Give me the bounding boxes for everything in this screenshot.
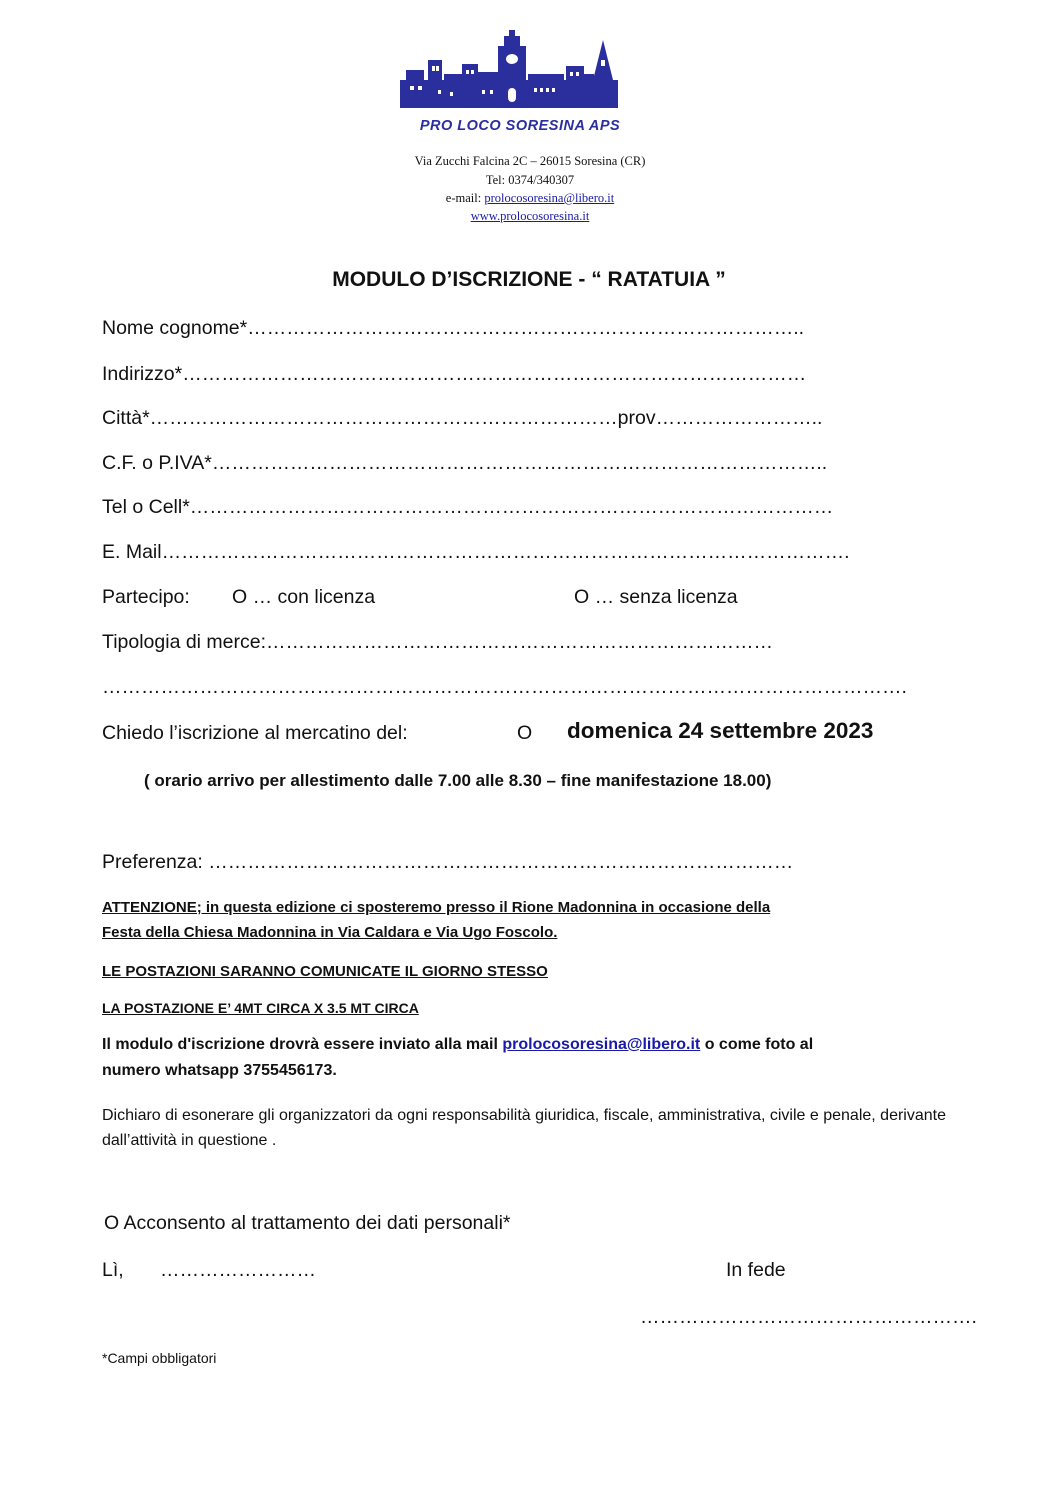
- field-tel-cell[interactable]: Tel o Cell*………………………………………………………………………………………: [102, 496, 834, 518]
- form-title: MODULO D’ISCRIZIONE - “ RATATUIA ”: [332, 268, 726, 291]
- partecipo-label: Partecipo:: [102, 586, 190, 608]
- pro-loco-logo: [398, 30, 620, 110]
- field-preferenza[interactable]: Preferenza: ………………………………………………………………………………: [102, 851, 794, 873]
- org-email-line: [360, 191, 700, 206]
- footnote: *Campi obbligatori: [102, 1350, 217, 1366]
- option-con-licenza[interactable]: O … con licenza: [232, 586, 376, 608]
- iscrizione-label: Chiedo l’iscrizione al mercatino del:: [102, 722, 408, 744]
- field-tipologia-line2[interactable]: …………………………………………………………………………………………………………….: [102, 676, 907, 698]
- invio-line-1: [102, 1036, 813, 1054]
- org-name: PRO LOCO SORESINA APS: [419, 118, 621, 134]
- invio-text-a: Il modulo d'iscrizione drovrà essere inviato alla mail: [102, 1036, 503, 1053]
- org-website-link[interactable]: www.prolocosoresina.it: [470, 209, 590, 223]
- in-fede-label: In fede: [726, 1259, 786, 1281]
- postazioni-note: LE POSTAZIONI SARANNO COMUNICATE IL GIORNO STESSO: [102, 963, 548, 980]
- org-address: Via Zucchi Falcina 2C – 26015 Soresina (CR): [414, 154, 646, 168]
- attenzione-line-1: ATTENZIONE; in questa edizione ci sposteremo presso il Rione Madonnina in occasione della: [102, 899, 771, 916]
- field-firma[interactable]: …………………………………………….: [640, 1306, 977, 1328]
- org-website-line: [360, 209, 700, 224]
- field-indirizzo[interactable]: Indirizzo*……………………………………………………………………………………: [102, 363, 807, 385]
- invio-text-b: o come foto al: [700, 1036, 814, 1053]
- field-cf-piva[interactable]: C.F. o P.IVA*…………………………………………………………………………………..: [102, 452, 828, 474]
- orario-note: ( orario arrivo per allestimento dalle 7.00 alle 8.30 – fine manifestazione 18.00): [144, 771, 772, 790]
- field-citta-prov[interactable]: Città*………………………………………………………………prov……………………..: [102, 407, 823, 429]
- field-email[interactable]: E. Mail…………………………………………………………………………………………….: [102, 541, 850, 563]
- invio-line-2: numero whatsapp 3755456173.: [102, 1062, 337, 1079]
- option-senza-licenza[interactable]: O … senza licenza: [574, 586, 738, 608]
- email-prefix: e-mail:: [445, 191, 485, 205]
- dimensione-note: LA POSTAZIONE E’ 4MT CIRCA X 3.5 MT CIRCA: [102, 1000, 419, 1016]
- dichiarazione: Dichiaro di esonerare gli organizzatori da ogni responsabilità giuridica, fiscale, amministrativa, civile e penale, derivante dall’attività in questione .: [102, 1107, 946, 1149]
- org-phone: Tel: 0374/340307: [485, 173, 575, 187]
- event-date: domenica 24 settembre 2023: [567, 718, 874, 743]
- invio-email-link[interactable]: prolocosoresina@libero.it: [502, 1036, 701, 1053]
- option-date-marker[interactable]: O: [517, 722, 533, 744]
- field-nome-cognome[interactable]: Nome cognome*…………………………………………………………………………..: [102, 317, 805, 339]
- org-email-link[interactable]: prolocosoresina@libero.it: [484, 191, 615, 205]
- field-luogo-data[interactable]: ……………………: [160, 1259, 316, 1281]
- field-tipologia-merce[interactable]: Tipologia di merce:……………………………………………………………………: [102, 631, 774, 653]
- li-label: Lì,: [102, 1259, 124, 1281]
- attenzione-line-2: Festa della Chiesa Madonnina in Via Caldara e Via Ugo Foscolo.: [102, 924, 558, 941]
- consenso-checkbox[interactable]: O Acconsento al trattamento dei dati personali*: [104, 1212, 511, 1234]
